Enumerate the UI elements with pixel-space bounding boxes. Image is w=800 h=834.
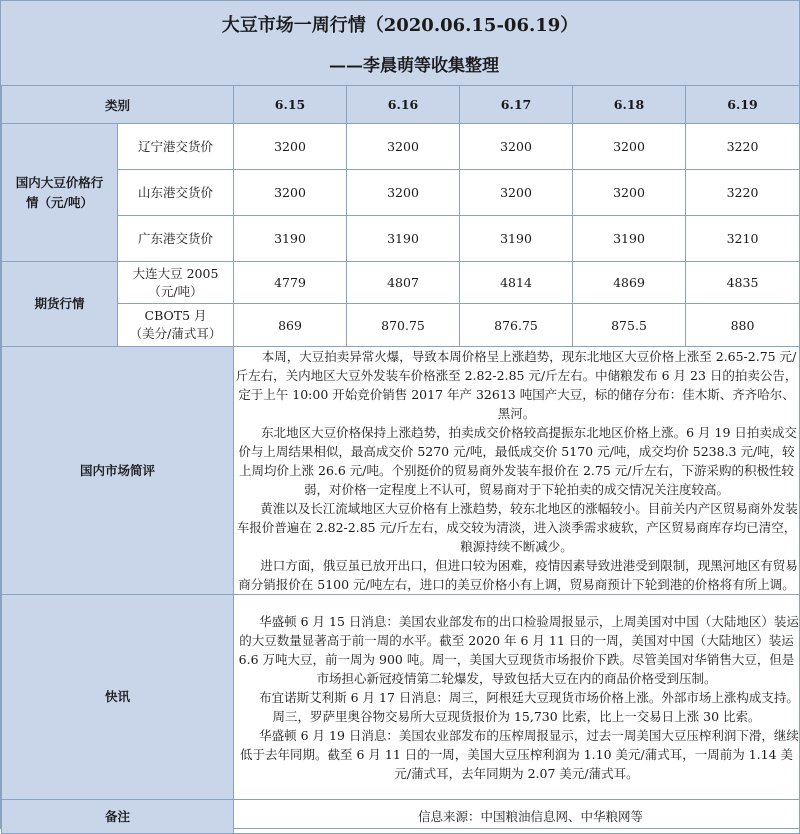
page-title: 大豆市场一周行情（2020.06.15-06.19） <box>221 15 579 36</box>
row-name-line1: CBOT5 月 <box>144 308 207 323</box>
price-cell: 875.5 <box>573 304 686 347</box>
commentary-row <box>2 347 800 595</box>
news-row <box>2 595 800 800</box>
news-paragraph: 布宜诺斯艾利斯 6 月 17 日消息：周三，阿根廷大豆现货市场价格上涨。外部市场上涨构成支持。周三，罗萨里奥谷物交易所大豆现货报价为 15,730 比索，比上一交易日上涨 30 比索。 <box>259 689 799 724</box>
news-paragraph: 华盛顿 6 月 15 日消息：美国农业部发布的出口检验周报显示，上周美国对中国（大陆地区）装运的大豆数量显著高于前一周的水平。截至 2020 年 6 月 11 日的一周，美国对中国（大陆地区）装运 6.6 万吨大豆，前一周为 900 吨。周一，美国大豆现货市场报价下跌。尽管美国对华销售大豆，但是市场担心新冠疫情第二轮爆发，导致包括大豆在内的商品价格受到压制。 <box>238 613 799 686</box>
market-table <box>1 85 800 834</box>
date-header: 6.19 <box>686 86 800 124</box>
price-cell: 3200 <box>460 124 573 170</box>
price-cell: 3200 <box>347 124 460 170</box>
date-header: 6.16 <box>347 86 460 124</box>
price-cell: 4835 <box>686 262 800 304</box>
notes-row <box>2 800 800 834</box>
title-box <box>1 1 799 86</box>
category-header: 类别 <box>2 86 234 124</box>
row-name-line1: 大连大豆 2005 <box>132 265 219 281</box>
news-label: 快讯 <box>2 595 234 800</box>
notes-text: 信息来源：中国粮油信息网、中华粮网等 <box>234 800 800 834</box>
price-cell: 3190 <box>234 216 347 262</box>
futures-label: 期货行情 <box>2 262 118 347</box>
row-name: 山东港交货价 <box>118 170 234 216</box>
price-cell: 3200 <box>573 124 686 170</box>
price-cell: 3220 <box>686 124 800 170</box>
date-header: 6.17 <box>460 86 573 124</box>
date-header: 6.15 <box>234 86 347 124</box>
price-cell: 4814 <box>460 262 573 304</box>
table-row <box>2 170 800 216</box>
price-cell: 4779 <box>234 262 347 304</box>
news-paragraph: 华盛顿 6 月 19 日消息：美国农业部发布的压榨周报显示，过去一周美国大豆压榨利润下滑，继续低于去年同期。截至 6 月 11 日的一周，美国大豆压榨利润为 1.10 美元/蒲式耳，一周前为 1.14 美元/蒲式耳，去年同期为 2.07 美元/蒲式耳。 <box>240 727 799 781</box>
page-subtitle: ——李晨萌等收集整理 <box>329 56 499 76</box>
table-row <box>2 304 800 347</box>
commentary-text <box>234 347 800 595</box>
commentary-label: 国内市场简评 <box>2 347 234 595</box>
row-name: 辽宁港交货价 <box>118 124 234 170</box>
price-cell: 3190 <box>460 216 573 262</box>
price-cell: 869 <box>234 304 347 347</box>
header-row <box>2 86 800 124</box>
price-cell: 3200 <box>234 170 347 216</box>
table-row <box>2 262 800 304</box>
news-text <box>234 595 800 800</box>
price-cell: 3200 <box>573 170 686 216</box>
price-cell: 3200 <box>234 124 347 170</box>
commentary-paragraph: 黄淮以及长江流域地区大豆价格有上涨趋势，较东北地区的涨幅较小。目前关内产区贸易商外发装车报价普遍在 2.82-2.85 元/斤左右，成交较为清淡，进入淡季需求疲软，产区贸易商库存均已清空，粮源持续不断减少。 <box>236 501 798 554</box>
price-cell: 3190 <box>347 216 460 262</box>
row-name <box>118 304 234 347</box>
price-cell: 4869 <box>573 262 686 304</box>
domestic-price-label: 国内大豆价格行情（元/吨） <box>2 124 118 262</box>
row-name-line2: （美分/蒲式耳） <box>129 326 222 341</box>
commentary-paragraph: 进口方面，俄豆虽已放开出口，但进口较为困难，疫情因素导致进港受到限制，现黑河地区有贸易商分销报价在 5100 元/吨左右，进口的美豆价格小有上调，贸易商预计下轮到港的价格将有所上调。 <box>238 558 798 592</box>
row-name <box>118 262 234 304</box>
price-cell: 870.75 <box>347 304 460 347</box>
price-cell: 876.75 <box>460 304 573 347</box>
table-row <box>2 216 800 262</box>
commentary-paragraph: 本周，大豆拍卖异常火爆，导致本周价格呈上涨趋势，现东北地区大豆价格上涨至 2.65-2.75 元/斤左右，关内地区大豆外发装车价格涨至 2.82-2.85 元/斤左右。中储粮发布 6 月 23 日的拍卖公告，定于上午 10:00 开始竞价销售 2017 年产 32613 吨国产大豆，标的储存分布：佳木斯、齐齐哈尔、黑河。 <box>235 349 798 421</box>
commentary-paragraph: 东北地区大豆价格保持上涨趋势，拍卖成交价格较高提振东北地区价格上涨。6 月 19 日拍卖成交价与上周结果相似，最高成交价 5270 元/吨，最低成交价 5170 元/吨，成交均价 5238.3 元/吨，较上周均价上涨 26.6 元/吨。个别挺价的贸易商外发装车报价在 2.75 元/斤左右，下游采购的积极性较弱，对价格一定程度上不认可，贸易商对于下轮拍卖的成交情况关注度较高。 <box>238 425 797 497</box>
price-cell: 3210 <box>686 216 800 262</box>
row-name-line2: （元/吨） <box>148 283 203 299</box>
notes-label: 备注 <box>2 800 234 834</box>
price-cell: 3200 <box>347 170 460 216</box>
table-row <box>2 124 800 170</box>
price-cell: 3200 <box>460 170 573 216</box>
price-cell: 3190 <box>573 216 686 262</box>
row-name: 广东港交货价 <box>118 216 234 262</box>
price-cell: 3220 <box>686 170 800 216</box>
date-header: 6.18 <box>573 86 686 124</box>
price-cell: 880 <box>686 304 800 347</box>
price-cell: 4807 <box>347 262 460 304</box>
